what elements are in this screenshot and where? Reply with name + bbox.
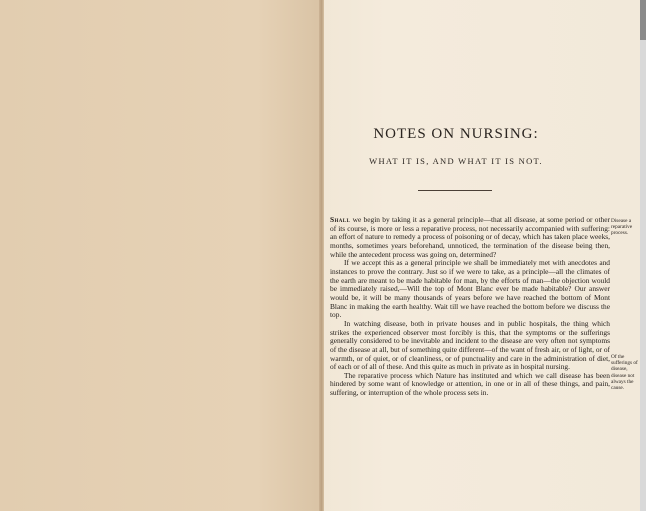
- paragraph-2: If we accept this as a general principle we shall be immediately met with anecdotes and instances to prove the contrary. Just so if we were to take, as a principle—all the climates of the earth are meant to be made habitable for man, by the efforts of man—the objection would be immediately raised,—Will the top of Mont Blanc ever be made habitable? Our answer would be, it will be many thousands of years before we have reached the bottom of Mont Blanc in making the earth healthy. Wait till we have reached the bottom before we discuss the top.: [330, 258, 610, 320]
- scrollbar-track[interactable]: [640, 0, 646, 511]
- title-divider: [418, 190, 492, 191]
- left-page-blank: [0, 0, 321, 511]
- paragraph-1: [330, 216, 610, 259]
- paragraph-4: The reparative process which Nature has instituted and which we call disease has been hindered by some want of knowledge or attention, in one or in all of these things, and pain, suffering, or interruption of the whole process sets in.: [330, 370, 610, 398]
- paragraph-lead-word: Shall: [330, 215, 351, 224]
- scrollbar-thumb[interactable]: [640, 0, 646, 40]
- margin-note-2: Of the sufferings of disease, disease not always the cause.: [611, 354, 638, 392]
- page-subtitle: WHAT IT IS, AND WHAT IT IS NOT.: [369, 156, 543, 166]
- paragraph-3: In watching disease, both in private houses and in public hospitals, the thing which strikes the experienced observer most forcibly is this, that the symptoms or the sufferings generally considered to be inevitable and incident to the disease are very often not symptoms of the disease at all, but of something quite different—of the want of fresh air, or of light, or of warmth, or of quiet, or of cleanliness, or of punctuality and care in the administration of diet, of each or of all of these. And this quite as much in private as in hospital nursing.: [330, 318, 610, 372]
- page-title: NOTES ON NURSING:: [373, 126, 539, 142]
- paragraph-1-text: we begin by taking it as a general principle—that all disease, at some period or other of its course, is more or less a reparative process, not necessarily accompanied with suffering: an effort of nature to remedy a process of poisoning or of decay, which has taken place weeks, months, sometimes years beforehand, unnoticed, the termination of the disease being then, while the antecedent process was going on, determined?: [330, 215, 610, 259]
- body-text: [330, 216, 610, 398]
- margin-note-1: Disease a reparative process.: [611, 218, 633, 237]
